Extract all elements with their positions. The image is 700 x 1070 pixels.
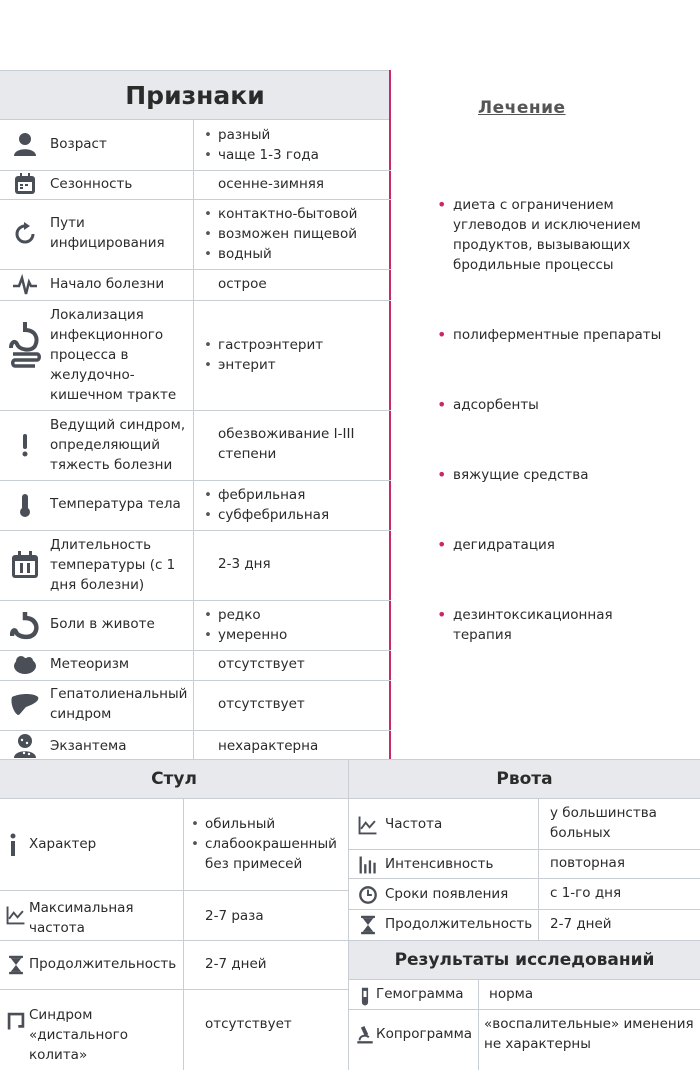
microscope-icon <box>352 1022 378 1048</box>
treatment-item <box>453 535 683 555</box>
stomach-intestine-icon <box>9 320 43 372</box>
signs-header <box>0 71 390 119</box>
stool-label: Продолжительность <box>29 956 177 972</box>
treatment-item <box>453 395 683 415</box>
results-label: Гемограмма <box>376 986 464 1002</box>
vomit-title: Рвота <box>496 769 553 789</box>
value-item: • обильный <box>205 814 337 834</box>
value-item: • энтерит <box>218 355 323 375</box>
treatment-item-text: • дезинтоксикационная терапия <box>453 605 633 645</box>
value-item: • разный <box>218 125 319 145</box>
vomit-value: с 1-го дня <box>550 885 622 901</box>
signs-value: острое <box>218 276 267 292</box>
stool-value: отсутствует <box>205 1016 292 1032</box>
label-text: Ведущий синдром, определяющий тяжесть болезни <box>50 417 186 473</box>
hourglass-icon <box>3 952 29 978</box>
bar-chart-icon <box>355 852 381 878</box>
vomit-label: Продолжительность <box>385 916 533 932</box>
label-text: Пути инфицирования <box>50 215 165 251</box>
line-chart-icon <box>355 812 381 838</box>
vomit-value: повторная <box>550 855 625 871</box>
treatment-item <box>453 325 693 345</box>
vomit-value: 2-7 дней <box>550 916 612 932</box>
treatment-item <box>453 465 683 485</box>
stool-header <box>0 760 348 798</box>
value-item: • слабоокрашенный <box>205 834 337 854</box>
label-text: Гепатолиенальный синдром <box>50 686 188 722</box>
signs-value <box>218 485 329 525</box>
results-value: норма <box>489 986 534 1002</box>
value-item: • водный <box>218 244 357 264</box>
vomit-value <box>550 803 695 843</box>
value-item: • редко <box>218 605 287 625</box>
signs-label <box>50 684 192 724</box>
signs-value: отсутствует <box>218 656 305 672</box>
exclamation-icon <box>12 432 38 458</box>
value-text: у большинства больных <box>550 805 657 841</box>
stomach-icon <box>10 610 40 640</box>
vomit-label: Интенсивность <box>385 856 494 872</box>
liver-icon <box>10 691 40 717</box>
stool-value <box>205 814 337 874</box>
signs-label: Метеоризм <box>50 656 130 672</box>
line-chart-icon <box>3 902 29 928</box>
stool-label: Характер <box>29 836 97 852</box>
accent-divider <box>389 70 391 760</box>
signs-value <box>218 125 319 165</box>
value-item: • возможен пищевой <box>218 224 357 244</box>
signs-title: Признаки <box>125 80 265 110</box>
calendar-icon <box>12 171 38 197</box>
stool-label <box>29 898 179 938</box>
value-item: • чаще 1-3 года <box>218 145 319 165</box>
label-text: Максимальная частота <box>29 900 134 936</box>
signs-label: Температура тела <box>50 496 181 512</box>
signs-value: отсутствует <box>218 696 305 712</box>
treatment-title: Лечение <box>478 98 566 118</box>
thermometer-icon <box>12 492 38 518</box>
signs-label: Сезонность <box>50 176 133 192</box>
treatment-item <box>453 605 633 645</box>
stool-title: Стул <box>151 769 197 789</box>
stool-label <box>29 1005 189 1065</box>
signs-label: Экзантема <box>50 738 127 754</box>
signs-label <box>50 415 192 475</box>
signs-value <box>218 605 287 645</box>
results-title: Результаты исследований <box>394 950 655 970</box>
stool-value: 2-7 раза <box>205 908 264 924</box>
value-item: без примесей <box>205 856 303 872</box>
signs-label <box>50 213 190 253</box>
results-label: Копрограмма <box>376 1026 473 1042</box>
gas-cloud-icon <box>12 652 38 678</box>
label-text: Синдром «дистального колита» <box>29 1007 128 1063</box>
signs-label: Боли в животе <box>50 616 155 632</box>
clock-icon <box>355 882 381 908</box>
vomit-label: Сроки появления <box>385 886 509 902</box>
signs-value: осенне-зимняя <box>218 176 325 192</box>
stool-value: 2-7 дней <box>205 956 267 972</box>
treatment-item-text: • полиферментные препараты <box>453 325 693 345</box>
colon-icon <box>3 1008 29 1034</box>
signs-value <box>218 424 378 464</box>
signs-value: нехарактерна <box>218 738 319 754</box>
value-item: • контактно-бытовой <box>218 204 357 224</box>
signs-value <box>218 335 323 375</box>
refresh-arrow-icon <box>12 221 38 247</box>
signs-value <box>218 204 357 264</box>
info-bar-icon <box>2 832 24 858</box>
vomit-label: Частота <box>385 816 443 832</box>
pulse-icon <box>12 272 38 298</box>
value-text: «воспалительные» именения не характерны <box>484 1016 694 1052</box>
treatment-item <box>453 195 683 275</box>
person-icon <box>12 131 38 157</box>
signs-label <box>50 305 190 405</box>
treatment-item-text: • диета с ограничением углеводов и исключением продуктов, вызывающих бродильные процессы <box>453 195 683 275</box>
treatment-item-text: • вяжущие средства <box>453 465 683 485</box>
value-text: обезвоживание I-III степени <box>218 426 355 462</box>
calendar-clock-icon <box>10 550 40 580</box>
signs-value: 2-3 дня <box>218 556 271 572</box>
results-value <box>484 1014 698 1054</box>
signs-label: Возраст <box>50 136 107 152</box>
value-item: • фебрильная <box>218 485 329 505</box>
value-item: • гастроэнтерит <box>218 335 323 355</box>
value-item: • субфебрильная <box>218 505 329 525</box>
treatment-item-text: • адсорбенты <box>453 395 683 415</box>
results-header <box>349 941 700 979</box>
signs-label: Начало болезни <box>50 276 165 292</box>
signs-label <box>50 535 190 595</box>
hourglass-icon <box>355 912 381 938</box>
label-text: Локализация инфекционного процесса в желудочно-кишечном тракте <box>50 307 177 403</box>
value-item: • умеренно <box>218 625 287 645</box>
test-tube-icon <box>352 984 378 1010</box>
treatment-item-text: • дегидратация <box>453 535 683 555</box>
vomit-header <box>349 760 700 798</box>
label-text: Длительность температуры (с 1 дня болезни) <box>50 537 176 593</box>
skin-rash-icon <box>12 732 38 758</box>
